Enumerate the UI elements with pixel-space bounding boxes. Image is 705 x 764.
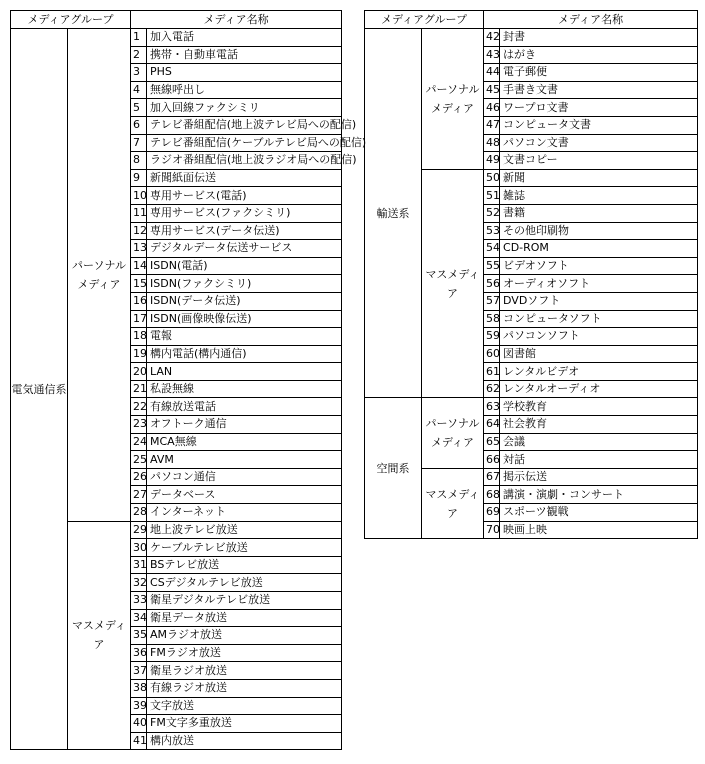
item-name: 講演・演劇・コンサート: [500, 486, 698, 504]
item-number: 24: [131, 433, 147, 451]
item-name: 学校教育: [500, 398, 698, 416]
item-number: 65: [484, 433, 500, 451]
item-name: はがき: [500, 46, 698, 64]
item-number: 40: [131, 715, 147, 733]
item-number: 6: [131, 116, 147, 134]
item-number: 37: [131, 662, 147, 680]
item-number: 51: [484, 187, 500, 205]
item-name: 図書館: [500, 345, 698, 363]
item-number: 60: [484, 345, 500, 363]
item-name: 雑誌: [500, 187, 698, 205]
item-number: 32: [131, 574, 147, 592]
item-name: 私設無線: [147, 380, 342, 398]
item-number: 31: [131, 556, 147, 574]
item-name: 携帯・自動車電話: [147, 46, 342, 64]
item-number: 44: [484, 64, 500, 82]
item-number: 16: [131, 292, 147, 310]
item-name: ISDN(データ伝送): [147, 292, 342, 310]
item-name: 無線呼出し: [147, 81, 342, 99]
item-number: 67: [484, 468, 500, 486]
item-number: 61: [484, 363, 500, 381]
item-name: 映画上映: [500, 521, 698, 539]
item-number: 38: [131, 679, 147, 697]
item-name: 衛星デジタルテレビ放送: [147, 592, 342, 610]
item-number: 70: [484, 521, 500, 539]
item-number: 35: [131, 627, 147, 645]
header-media-name: メディア名称: [484, 11, 698, 29]
item-name: テレビ番組配信(地上波テレビ局への配信): [147, 116, 342, 134]
item-number: 19: [131, 345, 147, 363]
item-name: レンタルビデオ: [500, 363, 698, 381]
category-cell: 空間系: [365, 398, 422, 539]
item-name: 構内放送: [147, 732, 342, 750]
subgroup-cell: マスメディア: [422, 169, 484, 398]
item-number: 14: [131, 257, 147, 275]
item-number: 57: [484, 292, 500, 310]
item-name: PHS: [147, 64, 342, 82]
item-number: 27: [131, 486, 147, 504]
item-name: MCA無線: [147, 433, 342, 451]
item-number: 36: [131, 644, 147, 662]
item-number: 58: [484, 310, 500, 328]
item-number: 68: [484, 486, 500, 504]
item-number: 49: [484, 152, 500, 170]
item-number: 18: [131, 328, 147, 346]
left-table-body: [11, 29, 367, 750]
item-number: 47: [484, 116, 500, 134]
item-number: 62: [484, 380, 500, 398]
header-media-name: メディア名称: [131, 11, 342, 29]
item-name: 社会教育: [500, 416, 698, 434]
item-name: 会議: [500, 433, 698, 451]
item-number: 9: [131, 169, 147, 187]
item-name: 封書: [500, 29, 698, 47]
subgroup-cell: マスメディア: [422, 468, 484, 538]
item-number: 52: [484, 204, 500, 222]
subgroup-cell: パーソナルメディア: [422, 29, 484, 170]
item-name: 新聞紙面伝送: [147, 169, 342, 187]
item-name: ISDN(電話): [147, 257, 342, 275]
item-number: 4: [131, 81, 147, 99]
item-number: 8: [131, 152, 147, 170]
item-name: BSテレビ放送: [147, 556, 342, 574]
subgroup-cell: パーソナルメディア: [68, 29, 131, 522]
item-name: FM文字多重放送: [147, 715, 342, 733]
item-number: 11: [131, 204, 147, 222]
item-number: 54: [484, 240, 500, 258]
item-number: 2: [131, 46, 147, 64]
table-row: [365, 29, 698, 47]
item-name: パソコンソフト: [500, 328, 698, 346]
item-number: 1: [131, 29, 147, 47]
item-number: 13: [131, 240, 147, 258]
item-number: 15: [131, 275, 147, 293]
item-number: 23: [131, 416, 147, 434]
item-number: 53: [484, 222, 500, 240]
item-number: 64: [484, 416, 500, 434]
table-row: [11, 29, 342, 47]
item-name: パソコン通信: [147, 468, 342, 486]
item-name: 衛星ラジオ放送: [147, 662, 342, 680]
right-media-table: [364, 10, 698, 539]
item-number: 12: [131, 222, 147, 240]
item-number: 10: [131, 187, 147, 205]
item-number: 39: [131, 697, 147, 715]
item-name: 文書コピー: [500, 152, 698, 170]
item-name: 衛星データ放送: [147, 609, 342, 627]
item-name: 加入電話: [147, 29, 342, 47]
item-number: 7: [131, 134, 147, 152]
item-name: ケーブルテレビ放送: [147, 539, 342, 557]
item-name: オーディオソフト: [500, 275, 698, 293]
item-name: パソコン文書: [500, 134, 698, 152]
item-number: 5: [131, 99, 147, 117]
category-cell: 電気通信系: [11, 29, 68, 750]
item-number: 69: [484, 504, 500, 522]
item-number: 30: [131, 539, 147, 557]
item-number: 33: [131, 592, 147, 610]
item-name: 電報: [147, 328, 342, 346]
item-number: 46: [484, 99, 500, 117]
item-name: その他印刷物: [500, 222, 698, 240]
item-name: 専用サービス(データ伝送): [147, 222, 342, 240]
item-name: データベース: [147, 486, 342, 504]
item-name: ISDN(ファクシミリ): [147, 275, 342, 293]
item-number: 25: [131, 451, 147, 469]
item-name: ラジオ番組配信(地上波ラジオ局への配信): [147, 152, 342, 170]
item-number: 66: [484, 451, 500, 469]
item-number: 45: [484, 81, 500, 99]
item-number: 56: [484, 275, 500, 293]
item-name: レンタルオーディオ: [500, 380, 698, 398]
table-row: [365, 398, 698, 416]
subgroup-cell: パーソナルメディア: [422, 398, 484, 468]
item-number: 17: [131, 310, 147, 328]
item-name: ワープロ文書: [500, 99, 698, 117]
item-name: ISDN(画像映像伝送): [147, 310, 342, 328]
item-name: 文字放送: [147, 697, 342, 715]
item-name: ビデオソフト: [500, 257, 698, 275]
item-name: インターネット: [147, 504, 342, 522]
item-name: コンピュータソフト: [500, 310, 698, 328]
item-name: 書籍: [500, 204, 698, 222]
item-name: コンピュータ文書: [500, 116, 698, 134]
item-name: 有線ラジオ放送: [147, 679, 342, 697]
item-number: 55: [484, 257, 500, 275]
item-name: AMラジオ放送: [147, 627, 342, 645]
item-name: AVM: [147, 451, 342, 469]
item-name: FMラジオ放送: [147, 644, 342, 662]
item-number: 50: [484, 169, 500, 187]
item-number: 34: [131, 609, 147, 627]
item-name: 電子郵便: [500, 64, 698, 82]
item-number: 26: [131, 468, 147, 486]
item-name: 専用サービス(ファクシミリ): [147, 204, 342, 222]
left-media-table: [10, 10, 367, 750]
item-name: テレビ番組配信(ケーブルテレビ局への配信): [147, 134, 342, 152]
item-name: 新聞: [500, 169, 698, 187]
item-number: 41: [131, 732, 147, 750]
item-name: 掲示伝送: [500, 468, 698, 486]
category-cell: 輸送系: [365, 29, 422, 398]
item-name: CD-ROM: [500, 240, 698, 258]
item-name: 有線放送電話: [147, 398, 342, 416]
item-number: 22: [131, 398, 147, 416]
item-number: 21: [131, 380, 147, 398]
right-table-body: [365, 29, 698, 539]
item-number: 42: [484, 29, 500, 47]
item-name: CSデジタルテレビ放送: [147, 574, 342, 592]
item-number: 43: [484, 46, 500, 64]
item-number: 59: [484, 328, 500, 346]
item-name: 対話: [500, 451, 698, 469]
item-name: 手書き文書: [500, 81, 698, 99]
item-name: 地上波テレビ放送: [147, 521, 342, 539]
item-name: LAN: [147, 363, 342, 381]
item-name: オフトーク通信: [147, 416, 342, 434]
item-name: 専用サービス(電話): [147, 187, 342, 205]
item-name: デジタルデータ伝送サービス: [147, 240, 342, 258]
item-name: DVDソフト: [500, 292, 698, 310]
item-name: 加入回線ファクシミリ: [147, 99, 342, 117]
item-name: スポーツ観戦: [500, 504, 698, 522]
header-media-group: メディアグループ: [11, 11, 131, 29]
item-number: 28: [131, 504, 147, 522]
item-number: 48: [484, 134, 500, 152]
subgroup-cell: マスメディア: [68, 521, 131, 750]
item-number: 20: [131, 363, 147, 381]
item-name: 構内電話(構内通信): [147, 345, 342, 363]
item-number: 3: [131, 64, 147, 82]
item-number: 63: [484, 398, 500, 416]
item-number: 29: [131, 521, 147, 539]
header-media-group: メディアグループ: [365, 11, 484, 29]
